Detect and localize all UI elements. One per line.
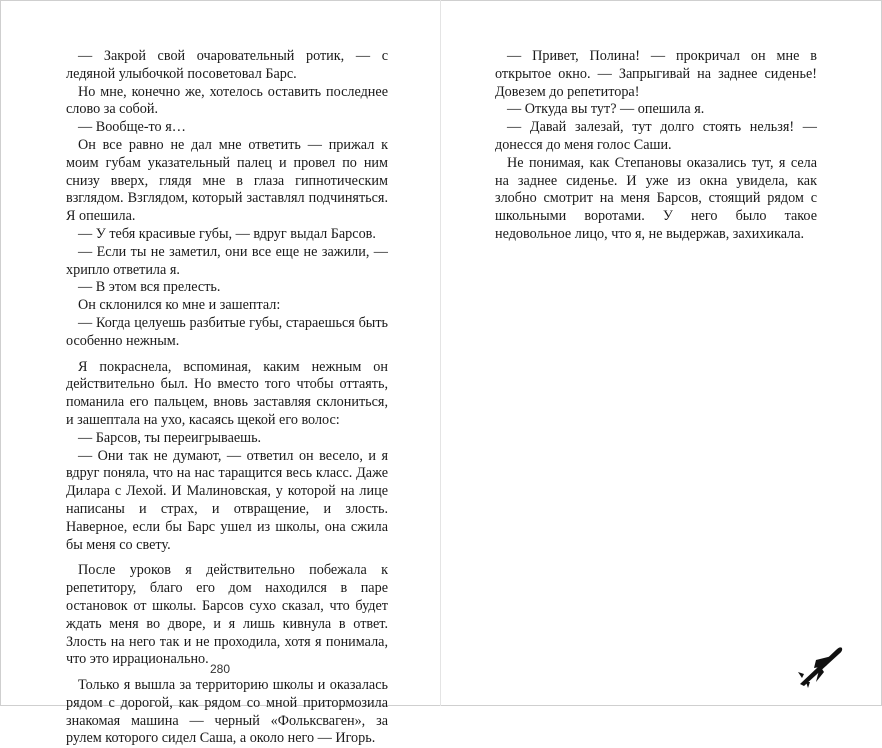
paragraph: Я покраснела, вспоминая, каким нежным он действительно был. Но вместо того чтобы оттаять, поманила его пальцем, вновь заставляя склониться, и зашептала на ухо, касаясь щекой его волос: [66, 358, 388, 428]
paragraph: — Закрой свой очаровательный ротик, — с ледяной улыбочкой посоветовал Барс. [66, 48, 388, 82]
paragraph: — Когда целуешь разбитые губы, стараешься быть особенно нежным. [66, 314, 388, 349]
right-page [495, 48, 817, 244]
left-page [66, 48, 388, 748]
paragraph: — У тебя красивые губы, — вдруг выдал Барсов. [78, 225, 376, 242]
airplane-icon [796, 642, 846, 688]
paragraph: — Вообще-то я… [78, 119, 186, 136]
paragraph: Но мне, конечно же, хотелось оставить последнее слово за собой. [66, 83, 388, 118]
paragraph: — В этом вся прелесть. [78, 279, 221, 296]
paragraph: Только я вышла за территорию школы и оказалась рядом с дорогой, как рядом со мной притормозила знакомая машина — черный «Фольксваген», за рулем которого сидел Саша, а около него — Игорь. [66, 677, 388, 747]
paragraph: — Откуда вы тут? — опешила я. [507, 101, 705, 118]
paragraph: — Если ты не заметил, они все еще не зажили, — хрипло ответила я. [66, 243, 388, 278]
paragraph: Не понимая, как Степановы оказались тут, я села на заднее сиденье. И уже из окна увидела, как злобно смотрит на меня Барсов, стоящий рядом с школьными воротами. У него было такое недовольное лицо, что я, не выдержав, захихикала. [495, 154, 817, 242]
paragraph: После уроков я действительно побежала к репетитору, благо его дом находился в паре остановок от школы. Барсов сухо сказал, что будет ждать меня во дворе, и я лишь кивнула в ответ. Злость на него так и не проходила, хотя я понимала, что это иррационально. [66, 562, 388, 668]
spine-divider [440, 0, 441, 706]
paragraph: — Привет, Полина! — прокричал он мне в открытое окно. — Запрыгивай на заднее сиденье! Довезем до репетитора! [495, 48, 817, 100]
paragraph: Он склонился ко мне и зашептал: [78, 297, 281, 314]
paragraph: — Они так не думают, — ответил он весело, и я вдруг поняла, что на нас таращится весь класс. Даже Дилара с Лехой. И Малиновская, у которой на лице написаны и страх, и отвращение, и злость. Наверное, если бы Барс ушел из школы, она сжила бы меня со свету. [66, 447, 388, 553]
paragraph: Он все равно не дал мне ответить — прижал к моим губам указательный палец и провел по ним снизу вверх, глядя мне в глаза гипнотическим взглядом. Взглядом, который заставлял подчиняться. Я опешила. [66, 136, 388, 225]
paragraph: — Барсов, ты переигрываешь. [78, 429, 262, 446]
paragraph: — Давай залезай, тут долго стоять нельзя! — донесся до меня голос Саши. [495, 119, 817, 153]
page-number: 280 [209, 662, 231, 676]
